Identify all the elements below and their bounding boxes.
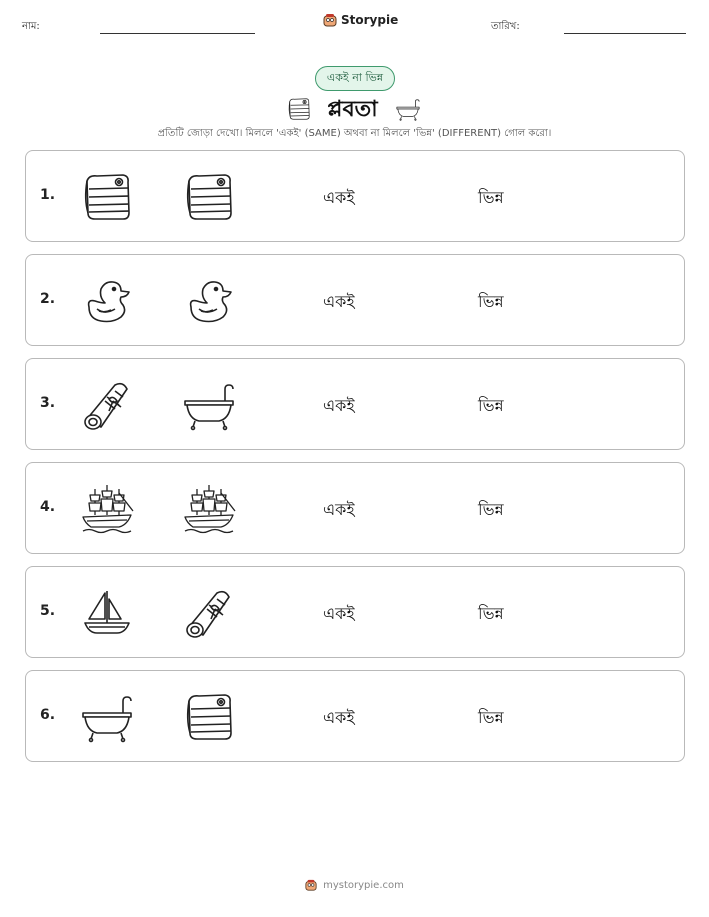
life-jacket-icon [285, 96, 313, 126]
question-card [25, 462, 685, 554]
option-same[interactable]: একই [323, 708, 355, 727]
option-same[interactable]: একই [323, 500, 355, 519]
option-different[interactable]: ভিন্ন [478, 396, 504, 415]
option-same[interactable]: একই [323, 396, 355, 415]
topic-badge: একই না ভিন্ন [315, 66, 395, 91]
date-line[interactable] [564, 33, 686, 34]
question-card [25, 150, 685, 242]
rubber-duck-icon [79, 273, 135, 329]
footer [0, 879, 709, 891]
name-label: নাম: [22, 21, 40, 32]
question-number: 5. [40, 603, 56, 619]
footer-url[interactable]: mystorypie.com [323, 879, 404, 891]
life-jacket-icon [181, 169, 237, 225]
rubber-duck-icon [181, 273, 237, 329]
option-different[interactable]: ভিন্ন [478, 292, 504, 311]
question-number: 3. [40, 395, 56, 411]
option-same[interactable]: একই [323, 188, 355, 207]
page-title: প্লবতা [327, 97, 378, 122]
question-number: 2. [40, 291, 56, 307]
storypie-mascot-icon [323, 13, 337, 27]
question-card [25, 254, 685, 346]
option-different[interactable]: ভিন্ন [478, 604, 504, 623]
question-card [25, 670, 685, 762]
sailing-ship-icon [79, 481, 135, 537]
bathtub-icon [79, 689, 135, 745]
option-different[interactable]: ভিন্ন [478, 500, 504, 519]
life-jacket-icon [79, 169, 135, 225]
brand-logo [323, 13, 398, 27]
question-number: 4. [40, 499, 56, 515]
option-different[interactable]: ভিন্ন [478, 708, 504, 727]
instructions: প্রতিটি জোড়া দেখো। মিললে 'একই' (SAME) অথবা না মিললে 'ভিন্ন' (DIFFERENT) গোল করো। [157, 128, 552, 139]
question-number: 6. [40, 707, 56, 723]
brand-name: Storypie [341, 13, 399, 27]
option-different[interactable]: ভিন্ন [478, 188, 504, 207]
life-jacket-icon [181, 689, 237, 745]
bathtub-icon [392, 96, 424, 126]
log-icon [79, 377, 135, 433]
sailboat-icon [79, 585, 135, 641]
question-card [25, 566, 685, 658]
date-label: তারিখ: [491, 21, 520, 32]
bathtub-icon [181, 377, 237, 433]
storypie-mascot-icon [305, 879, 317, 891]
option-same[interactable]: একই [323, 292, 355, 311]
title-row [0, 92, 709, 129]
question-card [25, 358, 685, 450]
sailing-ship-icon [181, 481, 237, 537]
log-icon [181, 585, 237, 641]
question-number: 1. [40, 187, 56, 203]
option-same[interactable]: একই [323, 604, 355, 623]
name-line[interactable] [100, 33, 255, 34]
